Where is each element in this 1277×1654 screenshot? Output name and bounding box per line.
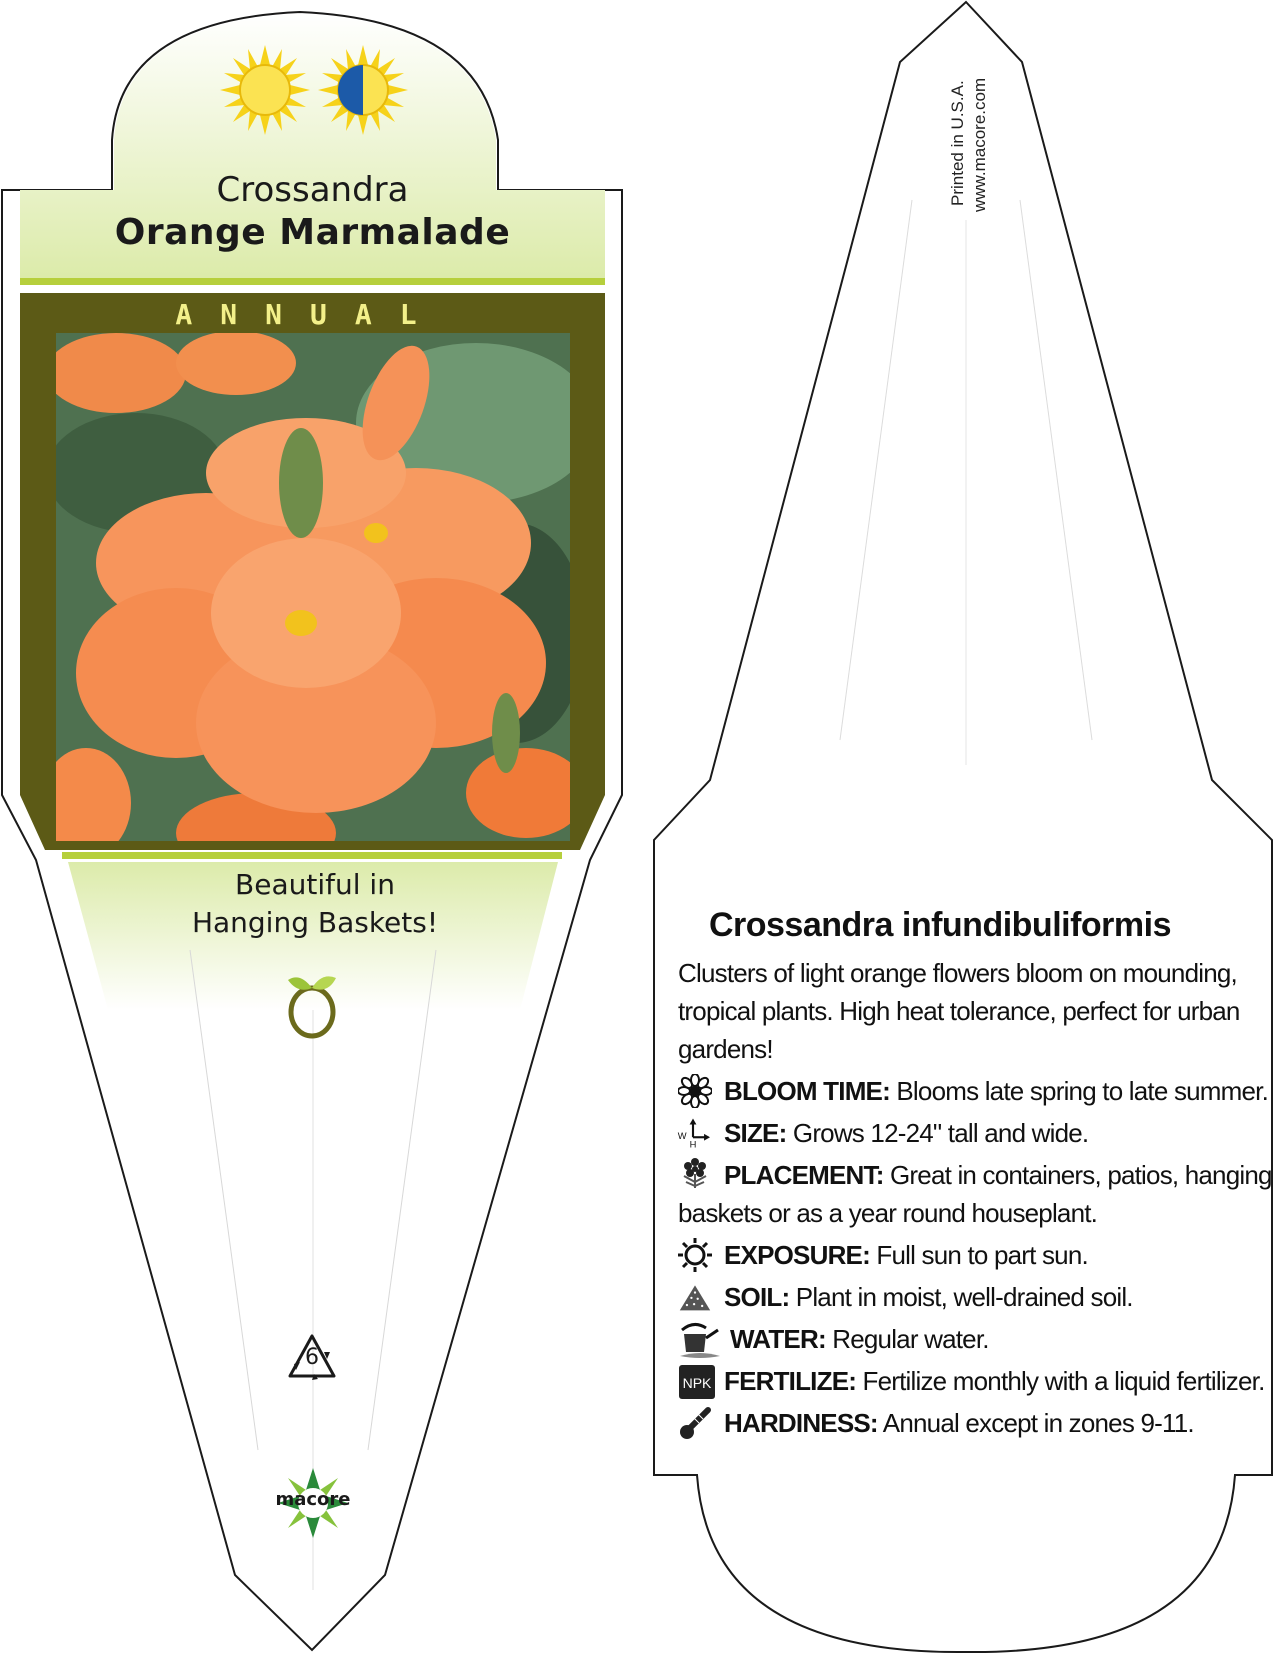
soil-icon bbox=[678, 1280, 712, 1314]
care-size: SIZE: Grows 12-24" tall and wide. bbox=[724, 1118, 1089, 1148]
care-bloom-time: BLOOM TIME: Blooms late spring to late summer. bbox=[724, 1076, 1269, 1106]
brand-name: macore bbox=[275, 1489, 351, 1510]
svg-text:NPK: NPK bbox=[682, 1375, 712, 1391]
care-water: WATER: Regular water. bbox=[730, 1324, 989, 1354]
svg-text:H: H bbox=[689, 1139, 697, 1150]
care-hardiness: HARDINESS: Annual except in zones 9-11. bbox=[724, 1408, 1194, 1438]
website: www.macore.com bbox=[970, 77, 989, 212]
botanical-name: Crossandra infundibuliformis bbox=[708, 906, 1172, 944]
care-fertilize: FERTILIZE: Fertilize monthly with a liquid fertilizer. bbox=[724, 1366, 1265, 1396]
care-placement-line-2: baskets or as a year round houseplant. bbox=[678, 1198, 1098, 1228]
placement-icon bbox=[678, 1156, 712, 1190]
description-line-2: tropical plants. High heat tolerance, perfect for urban bbox=[678, 996, 1240, 1026]
description-line-1: Clusters of light orange flowers bloom on mounding, bbox=[678, 958, 1237, 988]
plant-variety: Orange Marmalade bbox=[114, 212, 511, 253]
care-soil: SOIL: Plant in moist, well-drained soil. bbox=[724, 1282, 1133, 1312]
printed-in: Printed in U.S.A. bbox=[948, 80, 967, 206]
tagline-line-2: Hanging Baskets! bbox=[191, 906, 439, 939]
plant-genus: Crossandra bbox=[216, 170, 409, 210]
full-sun-icon bbox=[220, 45, 310, 135]
plant-category: ANNUAL bbox=[175, 298, 445, 331]
npk-icon bbox=[678, 1364, 716, 1400]
part-sun-icon bbox=[318, 45, 408, 135]
size-icon bbox=[676, 1116, 710, 1150]
recycle-code: 6 bbox=[305, 1345, 319, 1370]
watering-can-icon bbox=[678, 1320, 722, 1360]
sun-icon bbox=[678, 1238, 712, 1272]
flower-photo bbox=[56, 333, 570, 841]
svg-text:W: W bbox=[677, 1130, 687, 1141]
thermometer-icon bbox=[678, 1406, 712, 1440]
tagline-line-1: Beautiful in bbox=[235, 868, 395, 901]
care-placement: PLACEMENT: Great in containers, patios, hanging bbox=[724, 1160, 1272, 1190]
back-tag-outline bbox=[654, 2, 1272, 1652]
flower-icon bbox=[678, 1074, 712, 1108]
description-line-3: gardens! bbox=[678, 1034, 773, 1064]
seed-logo-icon bbox=[282, 968, 342, 1040]
care-exposure: EXPOSURE: Full sun to part sun. bbox=[724, 1240, 1088, 1270]
